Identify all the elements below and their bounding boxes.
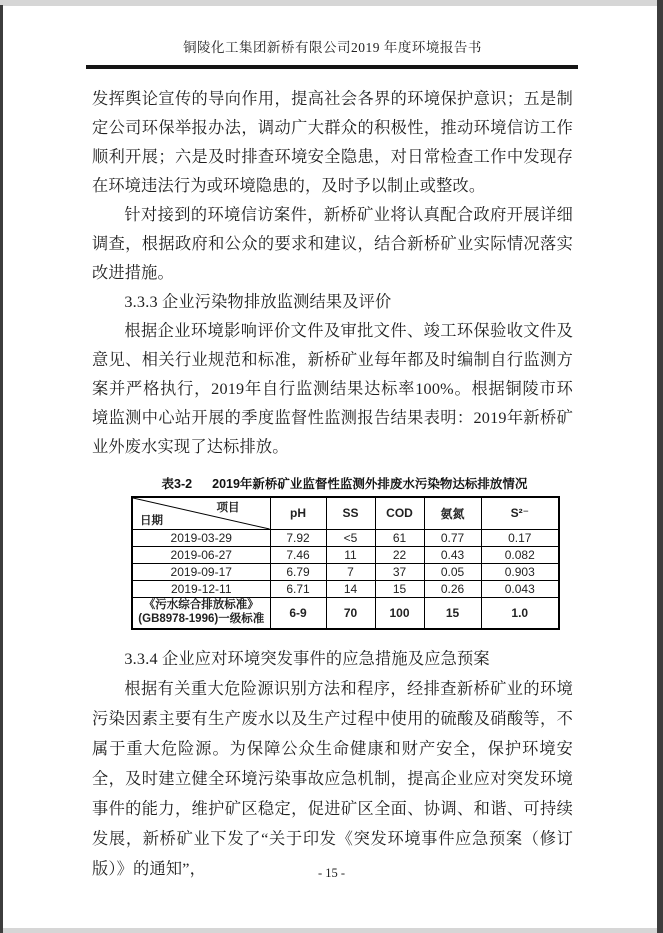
- scan-edge-top: [0, 0, 663, 6]
- standard-limit-row: [132, 597, 559, 629]
- paragraph-4: 根据有关重大危险源识别方法和程序，经排查新桥矿业的环境污染因素主要有生产废水以及生产过程中使用的硫酸及硝酸等，不属于重大危险源。为保障公众生命健康和财产安全，保护环境安全，及时建立健全环境污染事故应急机制，提高企业应对突发环境事件的能力，维护矿区稳定，促进矿区全面、协调、和谐、可持续发展，新桥矿业下发了“关于印发《突发环境事件应急预案（修订版）》的通知”，: [92, 679, 573, 878]
- cell-ss: 11: [326, 546, 375, 563]
- cell-cod: 61: [375, 529, 424, 546]
- column-header-s: S²⁻: [481, 497, 559, 530]
- table-row: [132, 580, 559, 597]
- column-header-nh3n: 氨氮: [424, 497, 481, 530]
- wastewater-monitoring-table: [131, 496, 560, 630]
- cell-cod: 37: [375, 563, 424, 580]
- cell-ph: 6.79: [270, 563, 326, 580]
- cell-nh3n: 15: [424, 597, 481, 629]
- cell-cod: 100: [375, 597, 424, 629]
- cell-cod: 22: [375, 546, 424, 563]
- cell-nh3n: 0.77: [424, 529, 481, 546]
- column-header-ph: pH: [270, 497, 326, 530]
- table-caption-title: 2019年新桥矿业监督性监测外排废水污染物达标排放情况: [212, 476, 528, 491]
- section-heading-3-3-3: 3.3.3 企业污染物排放监测结果及评价: [124, 292, 392, 311]
- table-row: [132, 563, 559, 580]
- table-row: [132, 546, 559, 563]
- scan-edge-right: [657, 0, 663, 933]
- page-number: - 15 -: [317, 866, 346, 880]
- scan-edge-bottom: [0, 928, 663, 933]
- cell-ph: 7.92: [270, 529, 326, 546]
- cell-date: 2019-06-27: [132, 546, 270, 563]
- cell-date: 2019-12-11: [132, 580, 270, 597]
- cell-cod: 15: [375, 580, 424, 597]
- cell-ss: 70: [326, 597, 375, 629]
- cell-nh3n: 0.26: [424, 580, 481, 597]
- cell-ss: <5: [326, 529, 375, 546]
- cell-ph: 6-9: [270, 597, 326, 629]
- paragraph-3: 根据企业环境影响评价文件及审批文件、竣工环保验收文件及意见、相关行业规范和标准，新桥矿业每年都及时编制自行监测方案并严格执行，2019年自行监测结果达标率100%。根据铜陵市环境监测中心站开展的季度监督性监测报告结果表明：2019年新桥矿业外废水实现了达标排放。: [92, 321, 573, 456]
- table-caption-label: 表3-2: [161, 476, 193, 491]
- paragraph-2: 针对接到的环境信访案件，新桥矿业将认真配合政府开展详细调查，根据政府和公众的要求和建议，结合新桥矿业实际情况落实改进措施。: [92, 205, 573, 282]
- cell-s: 0.903: [481, 563, 559, 580]
- corner-label-project: 项目: [216, 501, 240, 514]
- table-header-row: [132, 497, 559, 530]
- cell-ph: 7.46: [270, 546, 326, 563]
- cell-s: 0.043: [481, 580, 559, 597]
- scan-edge-left: [0, 5, 3, 933]
- cell-date: 2019-09-17: [132, 563, 270, 580]
- cell-ss: 14: [326, 580, 375, 597]
- table-row: [132, 529, 559, 546]
- header-rule: [86, 65, 578, 69]
- cell-s: 0.082: [481, 546, 559, 563]
- cell-s: 0.17: [481, 529, 559, 546]
- section-heading-3-3-4: 3.3.4 企业应对环境突发事件的应急措施及应急预案: [124, 649, 490, 668]
- table-caption: [131, 474, 558, 492]
- standard-label-line1: 《污水综合排放标准》: [143, 599, 259, 611]
- cell-ph: 6.71: [270, 580, 326, 597]
- column-header-ss: SS: [326, 497, 375, 530]
- cell-standard-label: [132, 597, 270, 629]
- running-header-title: 铜陵化工集团新桥有限公司2019 年度环境报告书: [183, 40, 482, 55]
- cell-nh3n: 0.05: [424, 563, 481, 580]
- cell-s: 1.0: [481, 597, 559, 629]
- paragraph-1: 发挥舆论宣传的导向作用，提高社会各界的环境保护意识；五是制定公司环保举报办法，调动广大群众的积极性，推动环境信访工作顺利开展；六是及时排查环境安全隐患，对日常检查工作中发现存在环境违法行为或环境隐患的，及时予以制止或整改。: [92, 89, 573, 195]
- cell-ss: 7: [326, 563, 375, 580]
- column-header-cod: COD: [375, 497, 424, 530]
- corner-label-date: 日期: [140, 514, 163, 527]
- cell-date: 2019-03-29: [132, 529, 270, 546]
- cell-nh3n: 0.43: [424, 546, 481, 563]
- table-corner-cell: [132, 497, 270, 530]
- standard-label-line2: (GB8978-1996)一级标准: [138, 612, 265, 625]
